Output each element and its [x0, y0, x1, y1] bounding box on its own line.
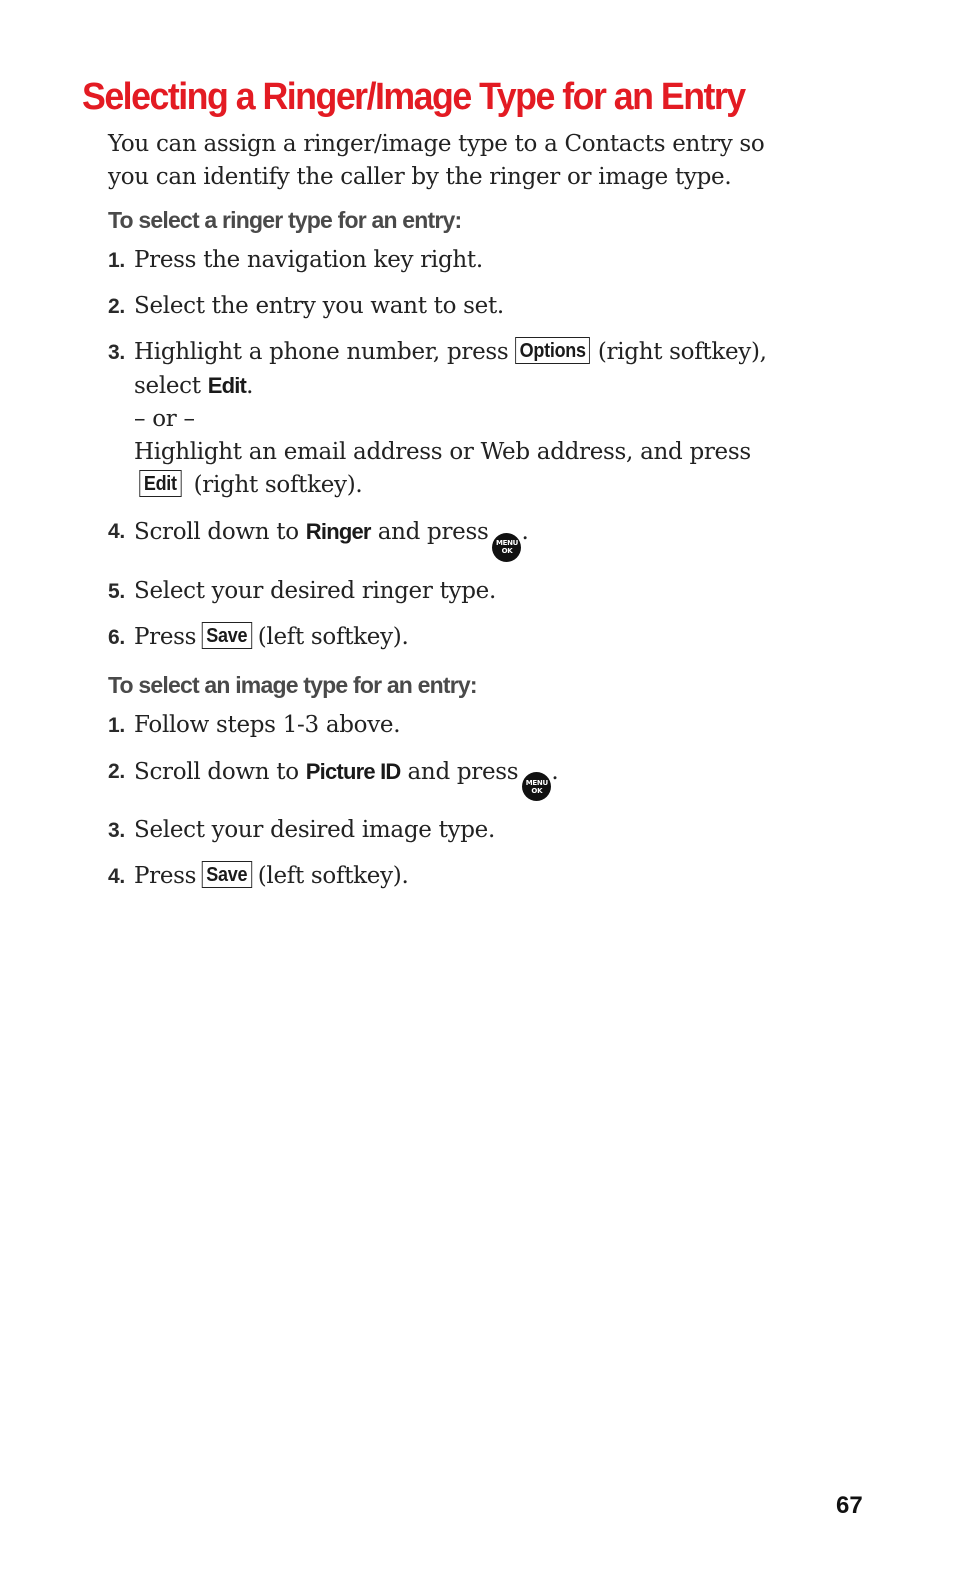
step-text: [134, 860, 788, 893]
step-number: 2.: [108, 759, 125, 783]
step-text-part: Highlight a phone number, press: [134, 339, 509, 365]
ringer-steps: [108, 244, 788, 654]
step-text-part: (right softkey).: [193, 472, 363, 498]
step-text-part: and press: [377, 519, 489, 545]
step-text-part: Press: [134, 863, 197, 889]
menu-ok-icon: [522, 772, 551, 801]
menu-ok-icon: [492, 533, 521, 562]
image-steps: [108, 709, 788, 894]
list-item: [108, 244, 788, 277]
image-section-heading: To select an image type for an entry:: [108, 671, 477, 698]
step-text: Select the entry you want to set.: [134, 293, 504, 319]
menu-ok-icon-label: MENU: [495, 539, 519, 547]
step-number: 6.: [108, 625, 125, 649]
step-text-part: .: [521, 519, 529, 545]
step-number: 5.: [108, 579, 125, 603]
step-text: [134, 621, 788, 654]
step-number: 4.: [108, 865, 125, 888]
edit-softkey-label: Edit: [139, 470, 181, 497]
step-text: [134, 515, 788, 562]
list-item: [108, 515, 788, 562]
step-text-part: Highlight an email address or Web address, and press: [134, 439, 751, 465]
save-softkey-label: Save: [202, 861, 252, 888]
page-content: [108, 128, 788, 906]
step-number: 3.: [108, 341, 125, 364]
step-number: 1.: [108, 713, 125, 737]
menu-ok-icon-label: OK: [501, 547, 513, 555]
step-text-part: (left softkey).: [257, 623, 409, 650]
edit-menu-label: Edit: [207, 373, 247, 398]
step-text-part: (left softkey).: [257, 863, 409, 889]
step-text: [134, 755, 788, 802]
page-title: Selecting a Ringer/Image Type for an Entry: [82, 76, 745, 118]
step-text-part: select: [134, 373, 201, 399]
step-text-part: Scroll down to: [134, 758, 299, 785]
list-item: [108, 575, 788, 608]
list-item: [108, 860, 788, 893]
step-text: Select your desired image type.: [134, 817, 495, 843]
intro-paragraph: You can assign a ringer/image type to a Contacts entry so you can identify the caller by the ringer or image type.: [108, 131, 765, 190]
list-item: [108, 290, 788, 323]
list-item: [108, 755, 788, 802]
list-item: [108, 709, 788, 742]
step-text-part: Press: [134, 623, 197, 650]
step-text-part: and press: [407, 758, 519, 785]
step-text-part: .: [246, 373, 254, 399]
step-text: [134, 336, 788, 502]
step-number: 4.: [108, 520, 125, 543]
page-number: 67: [836, 1492, 863, 1519]
save-softkey-label: Save: [202, 622, 252, 649]
step-text: Follow steps 1-3 above.: [134, 711, 401, 738]
step-text-part: .: [551, 758, 559, 785]
ringer-section-heading: To select a ringer type for an entry:: [108, 207, 462, 233]
list-item: [108, 814, 788, 847]
picture-id-menu-label: Picture ID: [305, 758, 401, 784]
or-separator: – or –: [134, 406, 195, 432]
step-number: 1.: [108, 249, 125, 272]
list-item: [108, 336, 788, 502]
list-item: [108, 621, 788, 654]
step-text-part: Scroll down to: [134, 519, 299, 545]
menu-ok-icon-label: MENU: [525, 778, 548, 787]
options-softkey-label: Options: [516, 337, 591, 364]
step-number: 2.: [108, 295, 125, 318]
step-text: Press the navigation key right.: [134, 247, 483, 273]
step-number: 3.: [108, 819, 125, 842]
menu-ok-icon-label: OK: [531, 786, 543, 795]
step-text-part: (right softkey),: [597, 339, 767, 365]
ringer-menu-label: Ringer: [305, 519, 371, 544]
step-text: Select your desired ringer type.: [134, 577, 496, 604]
